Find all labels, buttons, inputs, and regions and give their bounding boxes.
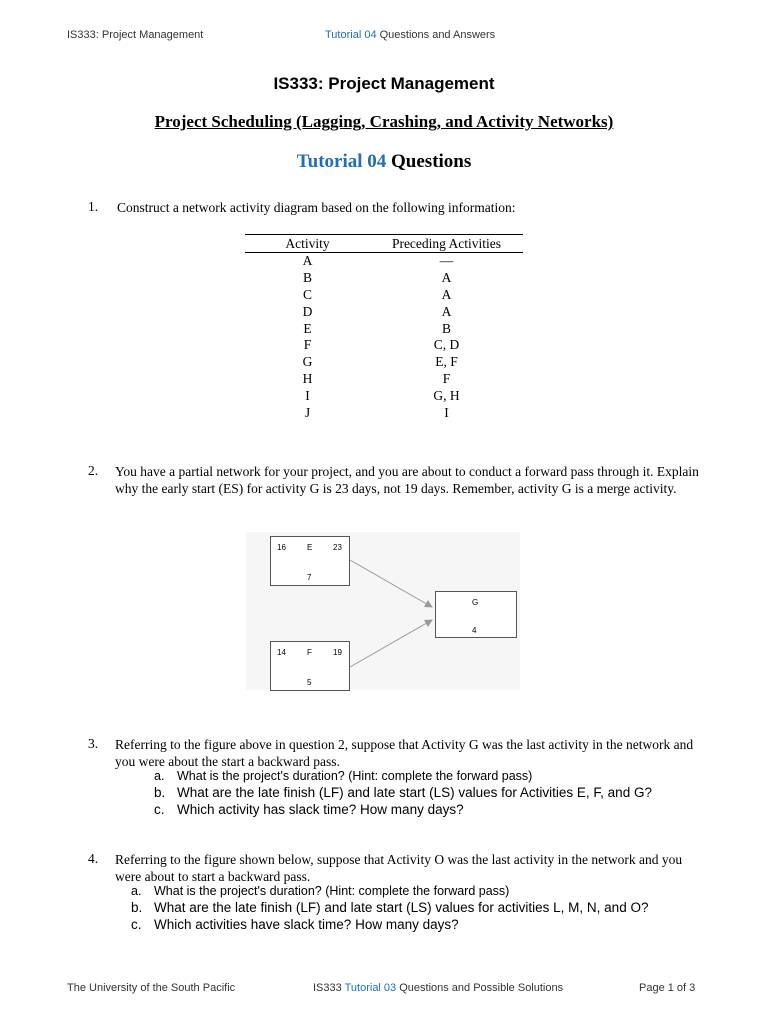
topic-title: Project Scheduling (Lagging, Crashing, and Activity Networks) <box>154 112 614 131</box>
table-row <box>245 387 523 404</box>
preceding-cell: B <box>441 320 451 336</box>
node-e <box>270 536 350 586</box>
q4-text: Referring to the figure shown below, suppose that Activity O was the last activity in the network and you were about to start a backward pass. <box>115 852 683 884</box>
node-e-es: 16 <box>277 543 286 552</box>
node-g-name: G <box>472 598 479 607</box>
activity-table <box>245 234 523 421</box>
table-row <box>245 253 523 270</box>
q3-item-a-text: What is the project's duration? (Hint: complete the forward pass) <box>177 769 533 783</box>
q4-item-a-letter: a. <box>131 884 142 898</box>
q4-item-c-text: Which activities have slack time? How many days? <box>154 917 459 932</box>
header-center-rest: Questions and Answers <box>376 29 496 41</box>
q3-item-b-text: What are the late finish (LF) and late start (LS) values for Activities E, F, and G? <box>177 785 652 800</box>
node-g <box>435 591 517 638</box>
q1-text: Construct a network activity diagram based on the following information: <box>117 200 516 215</box>
activity-header: Activity <box>245 235 370 253</box>
course-title: IS333: Project Management <box>273 74 495 93</box>
table-row <box>245 303 523 320</box>
tutorial-title <box>0 151 768 173</box>
activity-cell: G <box>302 354 313 370</box>
page-number: Page 1 of 3 <box>639 982 696 994</box>
footer-left: The University of the South Pacific <box>67 982 236 994</box>
table-row <box>245 287 523 304</box>
preceding-cell: A <box>441 270 452 286</box>
preceding-cell: A <box>441 303 452 319</box>
footer-center <box>313 982 563 994</box>
node-f <box>270 641 350 691</box>
table-row <box>245 337 523 354</box>
q2-text: You have a partial network for your project, and you are about to conduct a forward pass through it. Explain why the early start (ES) for activity G is 23 days, not 19 days. Remember, activity G is a merge activity. <box>115 464 699 496</box>
q4-item-a <box>131 884 509 898</box>
q1-number: 1. <box>88 199 99 214</box>
activity-table-header <box>245 235 523 253</box>
preceding-cell: A <box>441 286 452 302</box>
preceding-cell: G, H <box>433 387 460 403</box>
table-row <box>245 404 523 421</box>
table-row <box>245 371 523 388</box>
table-row <box>245 354 523 371</box>
header-center <box>325 29 495 41</box>
footer-tutorial-label: Tutorial 03 <box>344 982 397 994</box>
node-g-duration: 4 <box>472 626 477 635</box>
preceding-cell: C, D <box>433 337 460 353</box>
activity-cell: A <box>302 253 313 269</box>
q4-number: 4. <box>88 851 99 866</box>
q4-item-b <box>131 900 648 915</box>
q2-number: 2. <box>88 463 99 478</box>
q4-item-c <box>131 917 459 932</box>
footer-center-rest: Questions and Possible Solutions <box>396 982 564 994</box>
tutorial-title-rest: Questions <box>386 151 472 172</box>
q3-item-c <box>154 802 464 817</box>
preceding-cell: F <box>442 370 451 386</box>
header-tutorial-label: Tutorial 04 <box>325 29 377 41</box>
activity-cell: B <box>302 270 312 286</box>
tutorial-title-number: Tutorial 04 <box>296 151 387 172</box>
q3-item-b-letter: b. <box>154 785 166 800</box>
preceding-header: Preceding Activities <box>370 235 523 253</box>
activity-cell: I <box>305 387 310 403</box>
preceding-cell: E, F <box>435 354 458 370</box>
node-f-duration: 5 <box>307 678 312 687</box>
q4-item-b-letter: b. <box>131 900 143 915</box>
q4-item-c-letter: c. <box>131 917 142 932</box>
partial-network-figure <box>246 532 520 690</box>
table-row <box>245 320 523 337</box>
node-e-duration: 7 <box>307 573 312 582</box>
activity-cell: F <box>303 337 312 353</box>
q3-item-a <box>154 769 532 783</box>
header-left: IS333: Project Management <box>67 29 204 41</box>
node-f-name: F <box>307 648 312 657</box>
node-f-ef: 19 <box>333 648 342 657</box>
q3-item-a-letter: a. <box>154 769 165 783</box>
node-e-name: E <box>307 543 313 552</box>
q3-item-c-text: Which activity has slack time? How many days? <box>177 802 464 817</box>
q4-item-b-text: What are the late finish (LF) and late start (LS) values for activities L, M, N, and O? <box>154 900 649 915</box>
q4-item-a-text: What is the project's duration? (Hint: complete the forward pass) <box>154 884 510 898</box>
q3-item-b <box>154 785 652 800</box>
footer-center-pre: IS333 <box>313 982 345 994</box>
activity-cell: C <box>302 286 312 302</box>
preceding-cell: — <box>439 253 454 269</box>
node-f-es: 14 <box>277 648 286 657</box>
activity-cell: E <box>303 320 312 336</box>
q3-text: Referring to the figure above in question 2, suppose that Activity G was the last activity in the network and you were about the start a backward pass. <box>115 737 694 769</box>
activity-cell: D <box>302 303 313 319</box>
node-e-ef: 23 <box>333 543 342 552</box>
table-row <box>245 270 523 287</box>
q3-number: 3. <box>88 736 99 751</box>
activity-cell: J <box>304 404 311 420</box>
q3-item-c-letter: c. <box>154 802 165 817</box>
preceding-cell: I <box>444 404 449 420</box>
activity-cell: H <box>302 370 313 386</box>
